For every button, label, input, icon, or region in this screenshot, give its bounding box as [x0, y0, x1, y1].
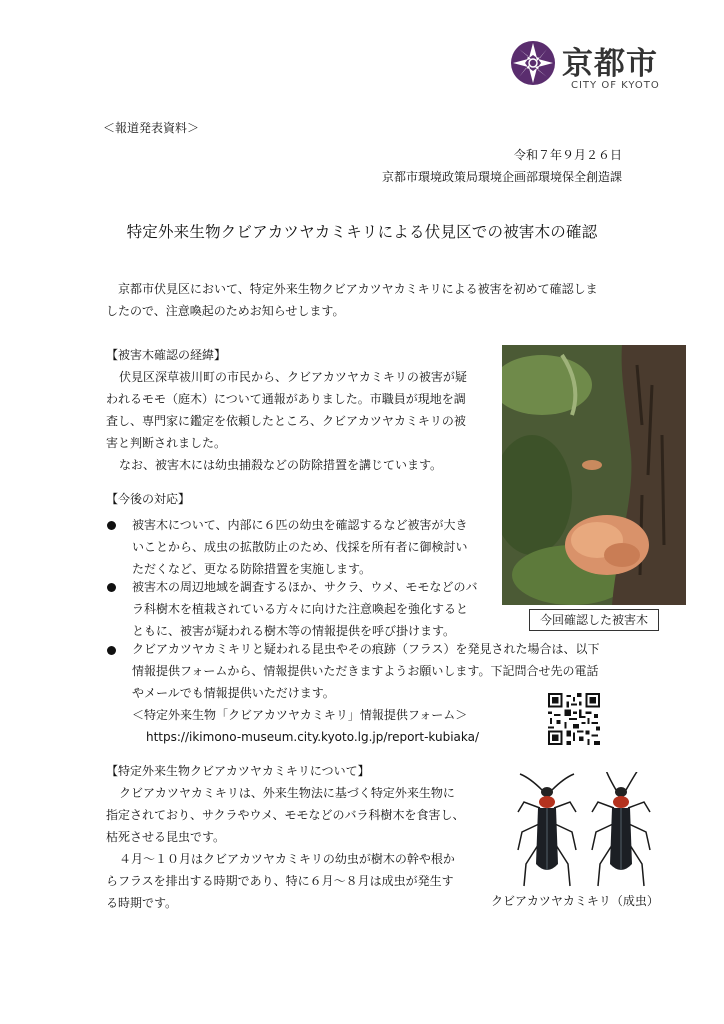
section3-line: 指定されており、サクラやウメ、モモなどのバラ科樹木を食害し、 — [106, 808, 465, 822]
section3-line: らフラスを排出する時期であり、特に６月～８月は成虫が発生す — [106, 874, 454, 888]
department: 京都市環境政策局環境企画部環境保全創造課 — [381, 170, 622, 184]
form-label: ＜特定外来生物「クビアカツヤカミキリ」情報提供フォーム＞ — [132, 708, 468, 722]
press-release-label: ＜報道発表資料＞ — [103, 121, 200, 135]
intro-line-1: 京都市伏見区において、特定外来生物クビアカツヤカミキリによる被害を初めて確認しま — [118, 282, 598, 296]
kyoto-city-emblem-icon — [510, 40, 556, 86]
section3-line: る時期です。 — [106, 896, 178, 910]
page-title: 特定外来生物クビアカツヤカミキリによる伏見区での被害木の確認 — [126, 223, 598, 241]
bullet3-line: クビアカツヤカミキリと疑われる昆虫やその痕跡（フラス）を発見された場合は、以下 — [132, 642, 600, 656]
bullet-icon — [107, 583, 116, 592]
damaged-tree-photo — [502, 345, 686, 605]
beetle-caption: クビアカツヤカミキリ（成虫） — [491, 894, 659, 908]
section1-line: なお、被害木には幼虫捕殺などの防除措置を講じています。 — [119, 458, 443, 472]
section3-line: ４月～１０月はクビアカツヤカミキリの幼虫が樹木の幹や根か — [119, 852, 455, 866]
bullet-icon — [107, 646, 116, 655]
bullet2-line: 被害木の周辺地域を調査するほか、サクラ、ウメ、モモなどのバ — [132, 580, 478, 594]
section1-line: 伏見区深草祓川町の市民から、クビアカツヤカミキリの被害が疑 — [119, 370, 467, 384]
bullet-icon — [107, 521, 116, 530]
logo-kanji: 京都市 — [562, 46, 658, 82]
section1-line: 査し、専門家に鑑定を依頼したところ、クビアカツヤカミキリの被 — [106, 414, 466, 428]
beetle-icon — [586, 772, 656, 890]
beetle-icon — [512, 772, 582, 890]
section1-line: 害と判断されました。 — [106, 436, 227, 450]
release-date: 令和７年９月２６日 — [513, 148, 622, 162]
section-heading-background: 【被害木確認の経緯】 — [106, 348, 227, 362]
qr-code-icon[interactable] — [548, 693, 600, 745]
photo-caption: 今回確認した被害木 — [529, 609, 659, 631]
section1-line: われるモモ（庭木）について通報がありました。市職員が現地を調 — [106, 392, 466, 406]
form-url-link[interactable]: https://ikimono-museum.city.kyoto.lg.jp/report-kubiaka/ — [146, 730, 480, 744]
bullet1-line: いことから、成虫の拡散防止のため、伐採を所有者に御検討い — [132, 540, 468, 554]
bullet3-line: 情報提供フォームから、情報提供いただきますようお願いします。下記問合せ先の電話 — [132, 664, 599, 678]
section-heading-about: 【特定外来生物クビアカツヤカミキリについて】 — [106, 764, 370, 778]
bullet2-line: ともに、被害が疑われる樹木等の情報提供を呼び掛けます。 — [132, 624, 456, 638]
logo-english: CITY OF KYOTO — [571, 80, 660, 91]
bullet2-line: ラ科樹木を植栽されている方々に向けた注意喚起を強化すると — [132, 602, 469, 616]
bullet1-line: ただくなど、更なる防除措置を実施します。 — [132, 562, 372, 576]
intro-line-2: したので、注意喚起のためお知らせします。 — [106, 304, 345, 318]
bullet3-line: やメールでも情報提供いただけます。 — [132, 686, 335, 700]
section3-line: クビアカツヤカミキリは、外来生物法に基づく特定外来生物に — [119, 786, 455, 800]
section3-line: 枯死させる昆虫です。 — [106, 830, 226, 844]
section-heading-response: 【今後の対応】 — [106, 492, 191, 506]
bullet1-line: 被害木について、内部に６匹の幼虫を確認するなど被害が大き — [132, 518, 468, 532]
